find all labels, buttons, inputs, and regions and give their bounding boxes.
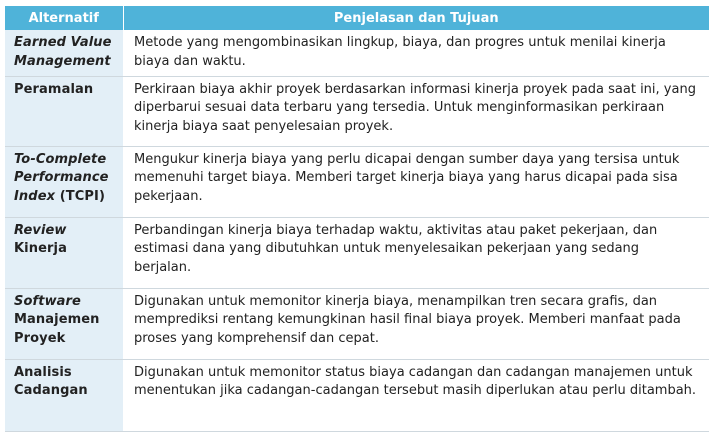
description-cell: Digunakan untuk memonitor kinerja biaya, menampilkan tren secara grafis, dan memprediksi rentang kemungkinan hasil final biaya proyek. Memberi manfaat pada proses yang komprehensif dan cepat. (123, 288, 709, 359)
header-alternatif: Alternatif (5, 6, 123, 30)
header-penjelasan: Penjelasan dan Tujuan (123, 6, 709, 30)
description-cell: Digunakan untuk memonitor status biaya cadangan dan cadangan manajemen untuk menentukan jika cadangan-cadangan tersebut masih diperlukan atau perlu ditambah. (123, 359, 709, 431)
alternatif-italic: Review (14, 222, 67, 238)
description-cell: Mengukur kinerja biaya yang perlu dicapai dengan sumber daya yang tersisa untuk memenuhi target biaya. Memberi target kinerja biaya yang harus dicapai pada sisa pekerjaan. (123, 146, 709, 217)
alternatif-plain: Manajemen Proyek (14, 312, 100, 346)
table-row (5, 217, 709, 288)
table-row (5, 146, 709, 217)
alternatif-cell (5, 217, 123, 288)
alternatif-plain: Kinerja (14, 241, 67, 256)
alternatif-cell (5, 76, 123, 146)
alternatif-italic: Earned Value Management (14, 35, 112, 69)
alternatif-cell (5, 359, 123, 431)
alternatif-plain: Analisis Cadangan (14, 364, 88, 398)
alternatif-italic: Software (14, 293, 81, 309)
alternatif-cell (5, 146, 123, 217)
table-row (5, 76, 709, 146)
table-row (5, 30, 709, 76)
alternatif-italic: To-Complete Performance Index (14, 151, 109, 204)
alternatif-cell (5, 30, 123, 76)
alternatif-cell (5, 288, 123, 359)
description-cell: Perkiraan biaya akhir proyek berdasarkan informasi kinerja proyek pada saat ini, yang diperbarui sesuai data terbaru yang tersedia. Untuk menginformasikan perkiraan kinerja biaya saat penyelesaian proyek. (123, 76, 709, 146)
description-cell: Metode yang mengombinasikan lingkup, biaya, dan progres untuk menilai kinerja biaya dan waktu. (123, 30, 709, 76)
table-row (5, 288, 709, 359)
alternatif-plain: (TCPI) (55, 188, 105, 204)
table-row (5, 359, 709, 431)
cost-control-table (5, 6, 709, 432)
alternatif-plain: Peramalan (14, 81, 94, 97)
table-header-row (5, 6, 709, 30)
description-cell: Perbandingan kinerja biaya terhadap waktu, aktivitas atau paket pekerjaan, dan estimasi dana yang dibutuhkan untuk menyelesaikan pekerjaan yang sedang berjalan. (123, 217, 709, 288)
